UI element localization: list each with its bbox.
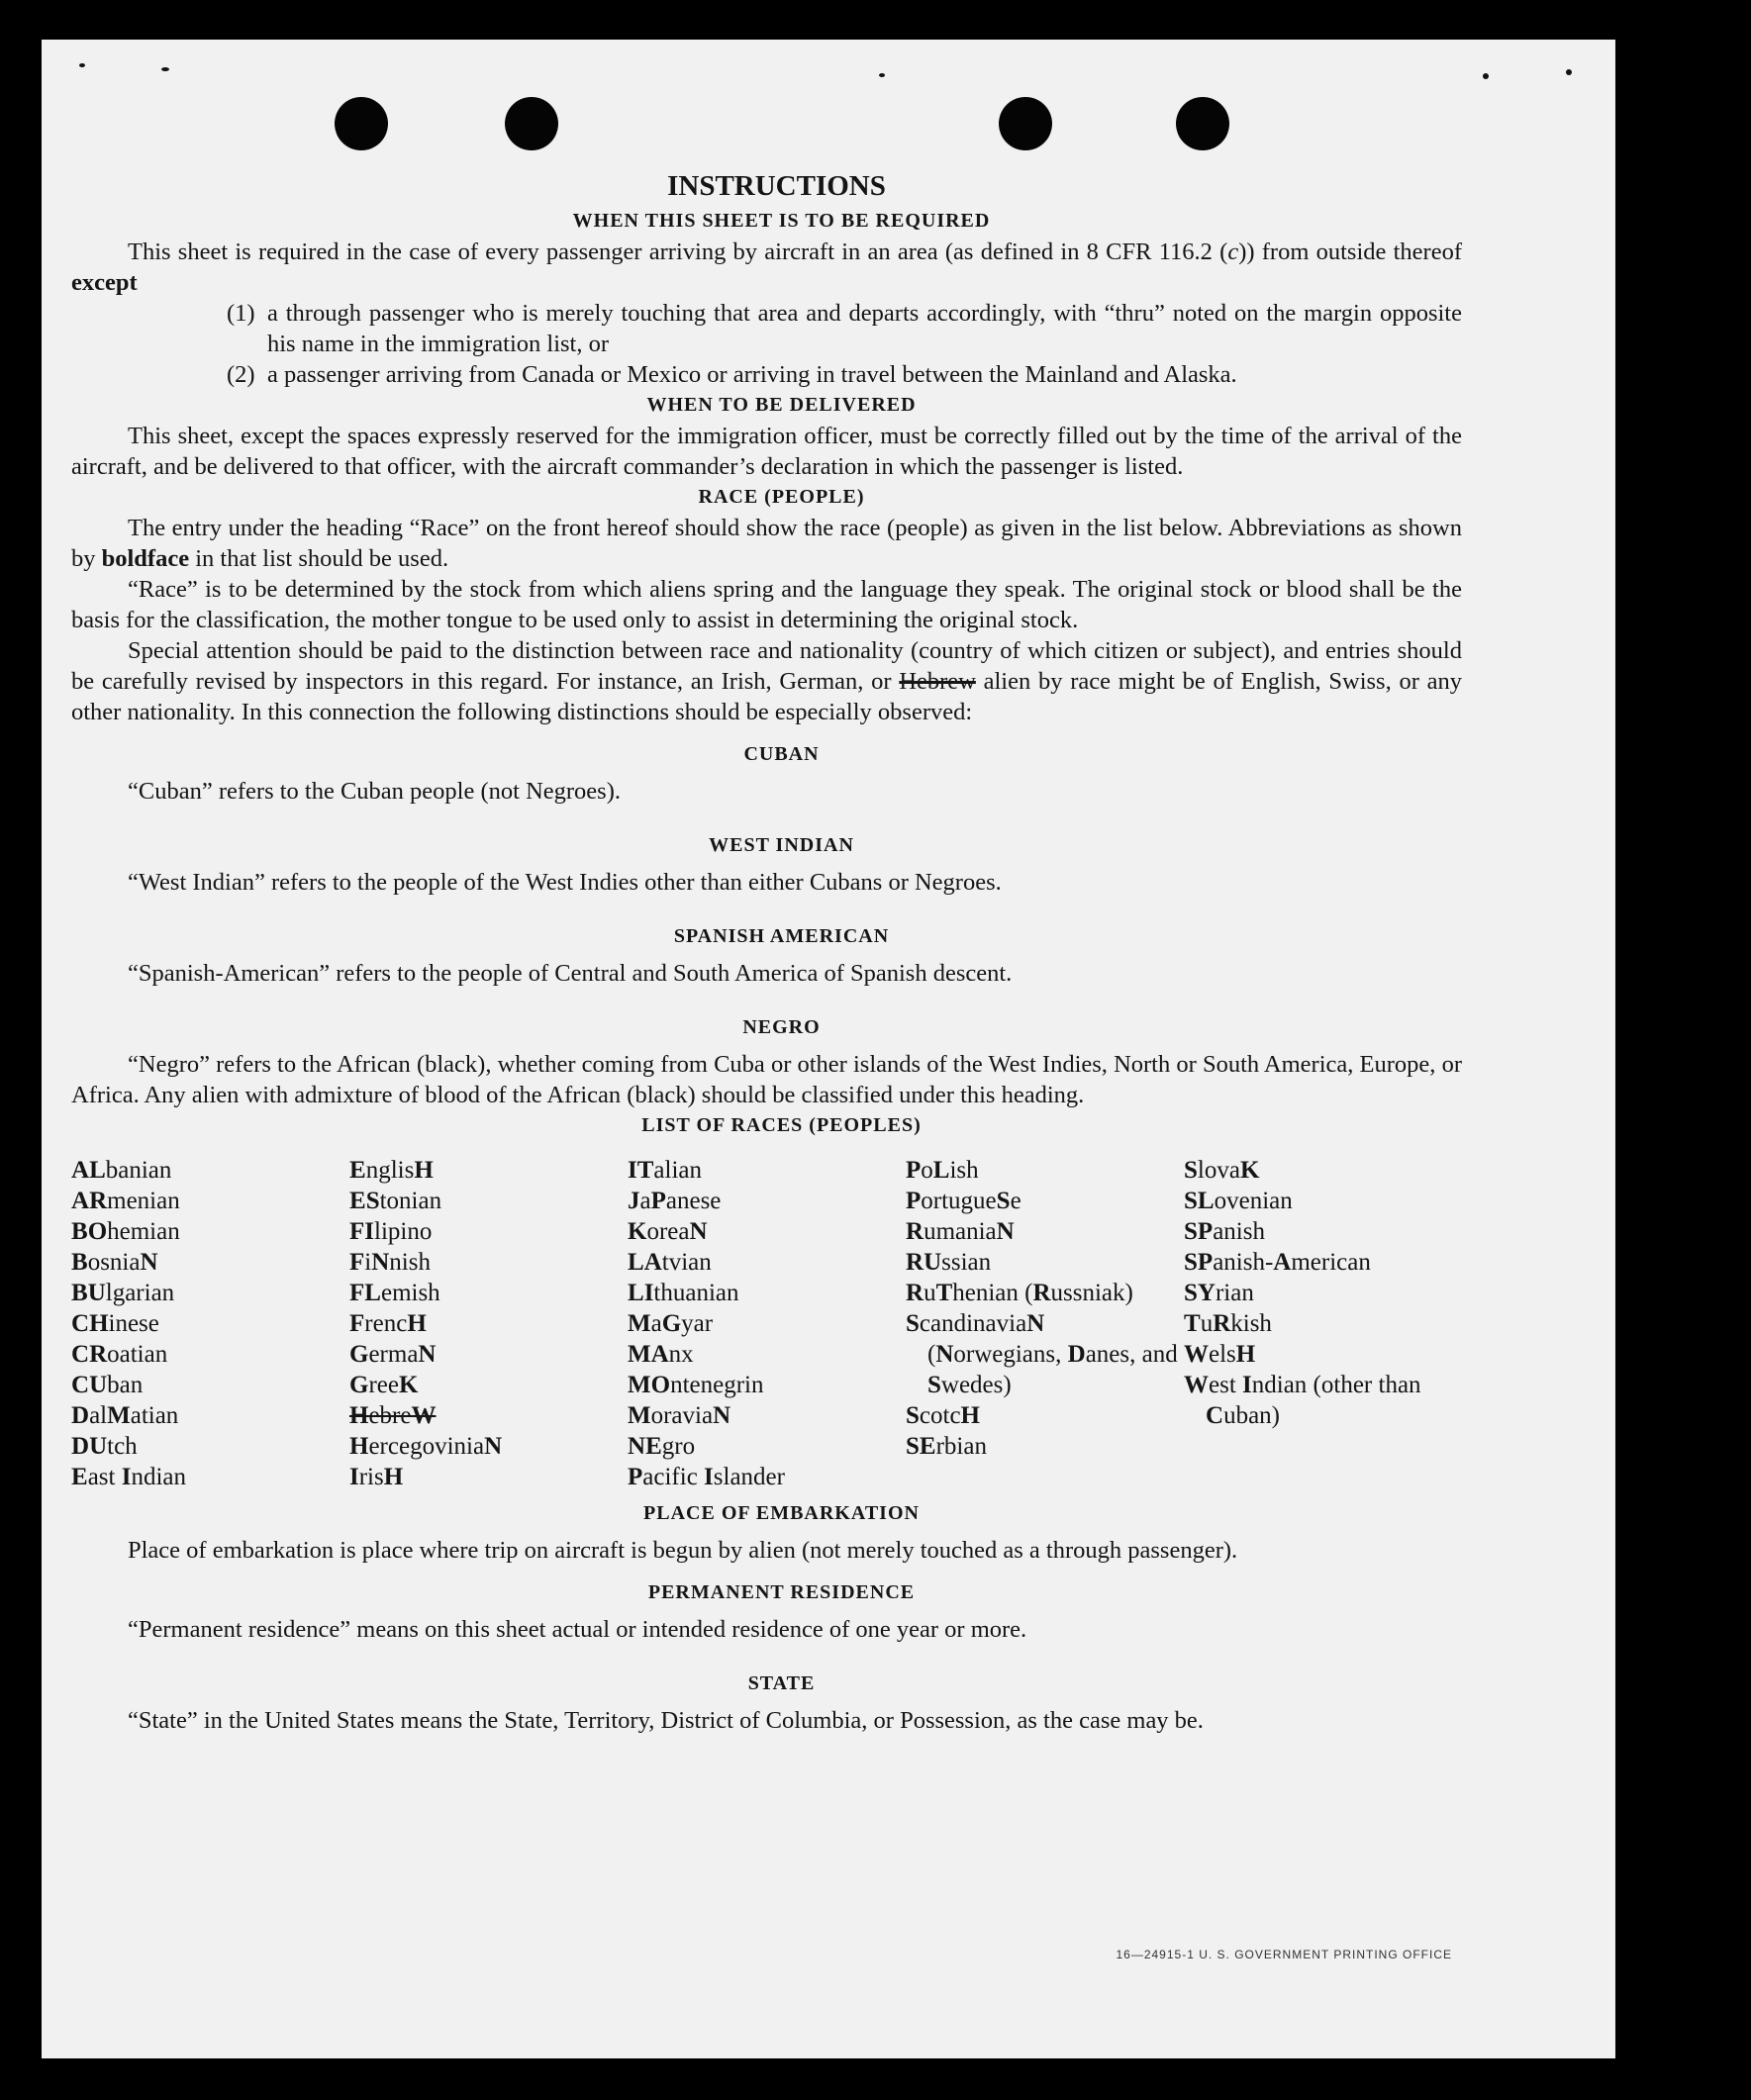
heading-delivered: WHEN TO BE DELIVERED <box>646 394 917 416</box>
race-item: ALbanian <box>71 1157 172 1184</box>
race-item: SPanish <box>1184 1218 1265 1245</box>
race-item: ITalian <box>628 1157 703 1184</box>
race-item: ScotcH <box>906 1402 980 1429</box>
race-item: LAtvian <box>628 1249 712 1276</box>
state-text: “State” in the United States means the State, Territory, District of Columbia, or Possession, as the case may be. <box>128 1707 1204 1734</box>
heading-list-of-races: LIST OF RACES (PEOPLES) <box>641 1114 922 1136</box>
race-item: MoraviaN <box>628 1402 731 1429</box>
race-item: LIthuanian <box>628 1280 739 1306</box>
required-intro-text-b: )) from outside thereof <box>1238 239 1462 265</box>
race-item: BosniaN <box>71 1249 158 1276</box>
race-item: RuThenian (Russniak) <box>906 1280 1133 1306</box>
page-title: INSTRUCTIONS <box>667 170 886 202</box>
spanish-american-text: “Spanish-American” refers to the people of Central and South America of Spanish descent. <box>128 960 1013 987</box>
embarkation-text: Place of embarkation is place where trip on aircraft is begun by alien (not merely touched as a through passenger). <box>128 1537 1238 1564</box>
required-intro-text: This sheet is required in the case of every passenger arriving by aircraft in an area (as defined in 8 CFR 116.2 ( <box>128 239 1228 265</box>
heading-west-indian: WEST INDIAN <box>709 834 854 856</box>
races-column <box>1184 1155 1462 1492</box>
race-item: RumaniaN <box>906 1218 1015 1245</box>
race-item: FLemish <box>349 1280 440 1306</box>
printing-office-code: 16—24915-1 U. S. GOVERNMENT PRINTING OFFICE <box>1116 1948 1452 1961</box>
required-item <box>71 298 1462 359</box>
race-item: ARmenian <box>71 1188 180 1214</box>
punch-hole <box>335 97 388 150</box>
races-column <box>906 1155 1184 1492</box>
struck-word: Hebrew <box>899 668 976 695</box>
heading-residence: PERMANENT RESIDENCE <box>647 1581 916 1603</box>
race-paragraph-2: “Race” is to be determined by the stock from which aliens spring and the language they speak. The original stock or blood shall be the basis for the classification, the mother tongue to be used only to assist in determining the original stock. <box>71 576 1462 633</box>
heading-state: STATE <box>747 1672 816 1694</box>
races-column <box>71 1155 349 1492</box>
race-item: IrisH <box>349 1464 404 1490</box>
heading-cuban: CUBAN <box>743 743 820 765</box>
races-column <box>349 1155 628 1492</box>
race-item: SPanish-American <box>1184 1249 1371 1276</box>
residence-text: “Permanent residence” means on this sheet actual or intended residence of one year or more. <box>128 1616 1027 1643</box>
race-item: EnglisH <box>349 1157 434 1184</box>
negro-text: “Negro” refers to the African (black), whether coming from Cuba or other islands of the West Indies, North or South America, Europe, or Africa. Any alien with admixture of blood of the African (black) should be classified under this heading. <box>71 1051 1462 1108</box>
heading-required: WHEN THIS SHEET IS TO BE REQUIRED <box>572 210 991 232</box>
race-item: MAnx <box>628 1341 694 1368</box>
race-item: JaPanese <box>628 1188 722 1214</box>
race-item: BOhemian <box>71 1218 180 1245</box>
race-item: West Indian (other than Cuban) <box>1184 1372 1421 1429</box>
race-item: NEgro <box>628 1433 696 1460</box>
heading-race: RACE (PEOPLE) <box>698 486 865 508</box>
race-p1-bold: boldface <box>101 545 190 572</box>
race-p3-text: Special attention should be paid to the distinction between race and nationality (country of which citizen or subject), and entries should be carefully revised by inspectors in this regard. For instance, an Irish, German, or <box>71 637 1462 695</box>
race-item: MOntenegrin <box>628 1372 764 1398</box>
races-column <box>628 1155 906 1492</box>
race-p3-text-b: alien by race might be of English, Swiss, or any other nationality. In this connection the following distinctions should be especially observed: <box>71 668 1462 725</box>
race-paragraph-1 <box>71 513 1462 574</box>
race-item: PoLish <box>906 1157 979 1184</box>
race-item: Pacific Islander <box>628 1464 785 1490</box>
race-item: SLovenian <box>1184 1188 1293 1214</box>
race-item: RUssian <box>906 1249 992 1276</box>
race-item: FIlipino <box>349 1218 433 1245</box>
race-item: CUban <box>71 1372 144 1398</box>
required-item <box>71 359 1462 390</box>
required-intro <box>71 237 1462 298</box>
punch-hole <box>1176 97 1229 150</box>
race-item: KoreaN <box>628 1218 708 1245</box>
punch-hole <box>505 97 558 150</box>
speck <box>1483 73 1489 79</box>
speck <box>879 73 885 77</box>
race-item: ScandinaviaN (Norwegians, Danes, and Swedes) <box>906 1310 1178 1398</box>
race-p1-text-b: in that list should be used. <box>189 545 449 572</box>
race-item: TuRkish <box>1184 1310 1272 1337</box>
heading-negro: NEGRO <box>742 1016 821 1038</box>
race-item: CRoatian <box>71 1341 168 1368</box>
race-item: SErbian <box>906 1433 987 1460</box>
speck <box>161 67 169 71</box>
cuban-text: “Cuban” refers to the Cuban people (not Negroes). <box>128 778 621 805</box>
heading-embarkation: PLACE OF EMBARKATION <box>643 1502 920 1524</box>
race-item: BUlgarian <box>71 1280 175 1306</box>
race-item: MaGyar <box>628 1310 714 1337</box>
race-item: East Indian <box>71 1464 186 1490</box>
race-p1-text: The entry under the heading “Race” on the front hereof should show the race (people) as given in the list below. Abbreviations as shown by <box>71 515 1462 572</box>
races-list <box>71 1155 1462 1492</box>
race-item: FrencH <box>349 1310 427 1337</box>
item-number: (1) <box>227 300 255 327</box>
race-item: EStonian <box>349 1188 442 1214</box>
race-item: FiNnish <box>349 1249 431 1276</box>
race-item: GreeK <box>349 1372 419 1398</box>
required-intro-except: except <box>71 269 138 296</box>
instructions-body <box>71 166 1462 1736</box>
race-item: DUtch <box>71 1433 138 1460</box>
item-text: a through passenger who is merely touching that area and departs accordingly, with “thru” noted on the margin opposite his name in the immigration list, or <box>267 300 1462 357</box>
race-item: DalMatian <box>71 1402 179 1429</box>
race-item: GermaN <box>349 1341 437 1368</box>
race-item: CHinese <box>71 1310 159 1337</box>
heading-spanish-american: SPANISH AMERICAN <box>673 925 890 947</box>
race-item: SYrian <box>1184 1280 1254 1306</box>
race-item: SlovaK <box>1184 1157 1260 1184</box>
race-item: PortugueSe <box>906 1188 1021 1214</box>
speck <box>79 63 85 67</box>
race-item: HercegoviniaN <box>349 1433 503 1460</box>
race-item: WelsH <box>1184 1341 1256 1368</box>
race-item: HebreW <box>349 1402 437 1429</box>
delivered-text: This sheet, except the spaces expressly reserved for the immigration officer, must be correctly filled out by the time of the arrival of the aircraft, and be delivered to that officer, with the aircraft commander’s declaration in which the passenger is listed. <box>71 423 1462 480</box>
race-paragraph-3 <box>71 635 1462 727</box>
document-sheet <box>42 40 1615 2058</box>
speck <box>1566 69 1572 75</box>
punch-hole <box>999 97 1052 150</box>
item-text: a passenger arriving from Canada or Mexico or arriving in travel between the Mainland and Alaska. <box>267 361 1237 388</box>
required-intro-c: c <box>1227 239 1239 265</box>
item-number: (2) <box>227 361 255 388</box>
west-indian-text: “West Indian” refers to the people of the West Indies other than either Cubans or Negroes. <box>128 869 1002 896</box>
